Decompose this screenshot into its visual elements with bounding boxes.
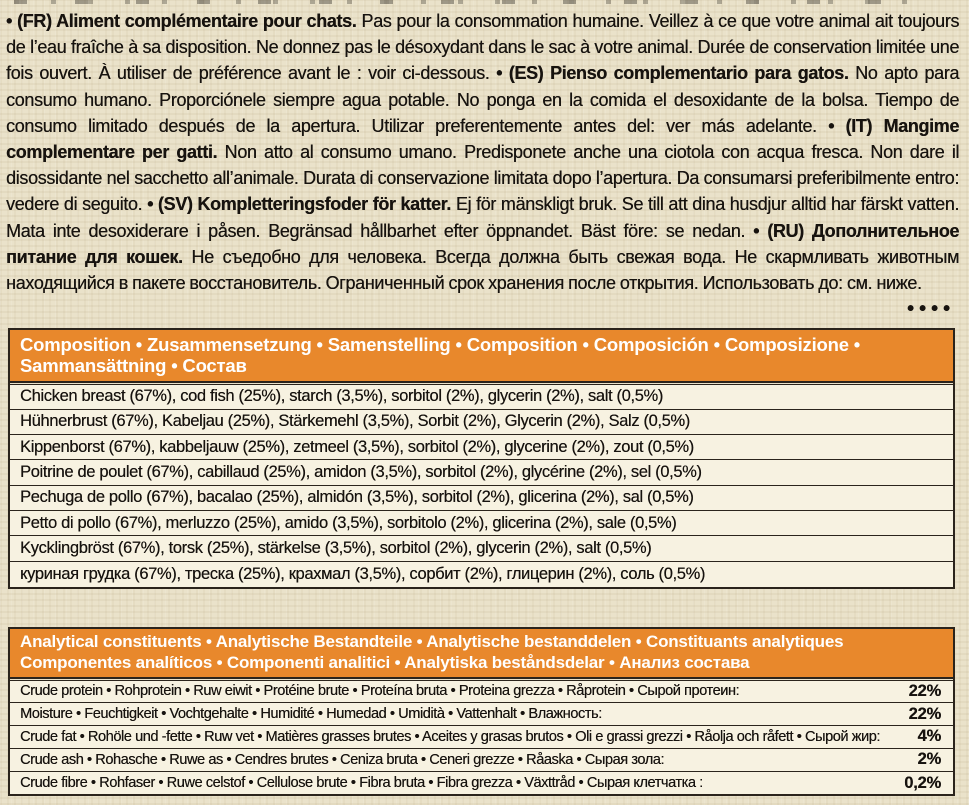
composition-table (8, 328, 955, 589)
analytical-row-label: Crude fibre • Rohfaser • Ruwe celstof • Cellulose brute • Fibra bruta • Fibra grezza • Växttråd • Сырая клетчатка : (20, 775, 703, 792)
analytical-row-value: 22% (908, 681, 941, 700)
analytical-header-line2: Componentes analíticos • Componenti analitici • Analytiska beståndsdelar • Анализ состава (20, 652, 750, 672)
composition-table-header: Composition • Zusammensetzung • Samenstelling • Composition • Composición • Composizione • Sammansättning • Состав (10, 330, 953, 381)
notice-ru-text: Не съедобно для человека. Всегда должна быть свежая вода. Не скармливать животным находящийся в пакете восстановитель. Ограниченный срок хранения после открытия. Использовать до: см. ниже. (6, 246, 959, 294)
analytical-row-value: 4% (917, 727, 941, 746)
composition-row-sv: Kycklingbröst (67%), torsk (25%), stärkelse (3,5%), sorbitol (2%), glycerin (2%), salt (0,5%) (10, 536, 953, 561)
analytical-row-label: Crude ash • Rohasche • Ruwe as • Cendres brutes • Ceniza bruta • Ceneri grezze • Råaska • Сырая зола: (20, 751, 664, 768)
notice-fr-text: Pas pour la consommation humaine. Veillez à ce que votre animal ait toujours de l’eau fraîche à sa disposition. Ne donnez pas le désoxydant dans le sac à votre animal. Durée de conservation limitée une fois ouvert. À utiliser de préférence avant le : voir ci-dessous. (6, 11, 959, 84)
analytical-row-label: Moisture • Feuchtigkeit • Vochtgehalte • Humidité • Humedad • Umidità • Vattenhalt • Влажность: (20, 706, 602, 723)
notice-sv-text: Ej för mänskligt bruk. Se till att dina husdjur alltid har färskt vatten. Mata inte desoxiderare i påsen. Begränsad hållbarhet efter öppnandet. Bäst före: se nedan. (6, 194, 960, 241)
notice-ru-title: • (RU) Дополнительное питание для кошек. (6, 220, 959, 267)
composition-row-nl: Kippenborst (67%), kabbeljauw (25%), zetmeel (3,5%), sorbitol (2%), glycerine (2%), zout (0,5%) (10, 435, 953, 460)
notice-it-title: • (IT) Mangime complementare per gatti. (6, 115, 960, 163)
analytical-table-header (10, 629, 953, 677)
analytical-constituents-table (8, 627, 955, 796)
analytical-row-value: 22% (908, 704, 941, 723)
composition-row-fr: Poitrine de poulet (67%), cabillaud (25%), amidon (3,5%), sorbitol (2%), glycérine (2%), sel (0,5%) (10, 460, 953, 485)
paragraph-end-dots: •••• (906, 298, 955, 321)
analytical-row-crude-fat (10, 726, 953, 749)
notice-es-title: • (ES) Pienso complementario para gatos. (496, 63, 849, 84)
analytical-row-label: Crude protein • Rohprotein • Ruw eiwit • Protéine brute • Proteína bruta • Proteina grezza • Råprotein • Сырой протеин: (20, 683, 740, 700)
notice-it-text: Non atto al consumo umano. Predisponete anche una ciotola con acqua fresca. Non dare il disossidante nel sacchetto all’animale. Durata di conservazione limitata dopo l’apertura. Da consumarsi preferibilmente entro: vedere di seguito. (6, 142, 959, 215)
analytical-row-value: 0,2% (904, 773, 941, 792)
composition-row-it: Petto di pollo (67%), merluzzo (25%), amido (3,5%), sorbitolo (2%), glicerina (2%), sale (0,5%) (10, 511, 953, 536)
notice-es-text: No apto para consumo humano. Proporciónele siempre agua potable. No ponga en la comida el desoxidante de la bolsa. Tiempo de consumo limitado después de la apertura. Utilizar preferentemente antes del: ver más adelante. (6, 63, 959, 136)
analytical-header-line1: Analytical constituents • Analytische Bestandteile • Analytische bestanddelen • Constituants analytiques (20, 632, 844, 651)
analytical-row-crude-ash (10, 749, 953, 772)
composition-row-de: Hühnerbrust (67%), Kabeljau (25%), Stärkemehl (3,5%), Sorbit (2%), Glycerin (2%), Salz (0,5%) (10, 410, 953, 435)
clipped-previous-line (14, 0, 929, 4)
notice-sv-title: • (SV) Kompletteringsfoder för katter. (147, 194, 451, 215)
multilingual-notice-paragraph (0, 5, 969, 322)
analytical-row-label: Crude fat • Rohöle und -fette • Ruw vet • Matières grasses brutes • Aceites y grasas brutos • Oli e grassi grezzi • Råolja och råfett • Сырой жир: (20, 728, 880, 745)
composition-row-es: Pechuga de pollo (67%), bacalao (25%), almidón (3,5%), sorbitol (2%), glicerina (2%), sal (0,5%) (10, 486, 953, 511)
analytical-row-crude-protein (10, 681, 953, 704)
analytical-row-crude-fibre (10, 772, 953, 795)
composition-row-ru: куриная грудка (67%), треска (25%), крахмал (3,5%), сорбит (2%), глицерин (2%), соль (0,5%) (10, 562, 953, 587)
composition-row-en: Chicken breast (67%), cod fish (25%), starch (3,5%), sorbitol (2%), glycerin (2%), salt (0,5%) (10, 385, 953, 410)
analytical-row-value: 2% (917, 750, 941, 769)
analytical-row-moisture (10, 703, 953, 726)
notice-fr-title: • (FR) Aliment complémentaire pour chats. (6, 11, 357, 31)
